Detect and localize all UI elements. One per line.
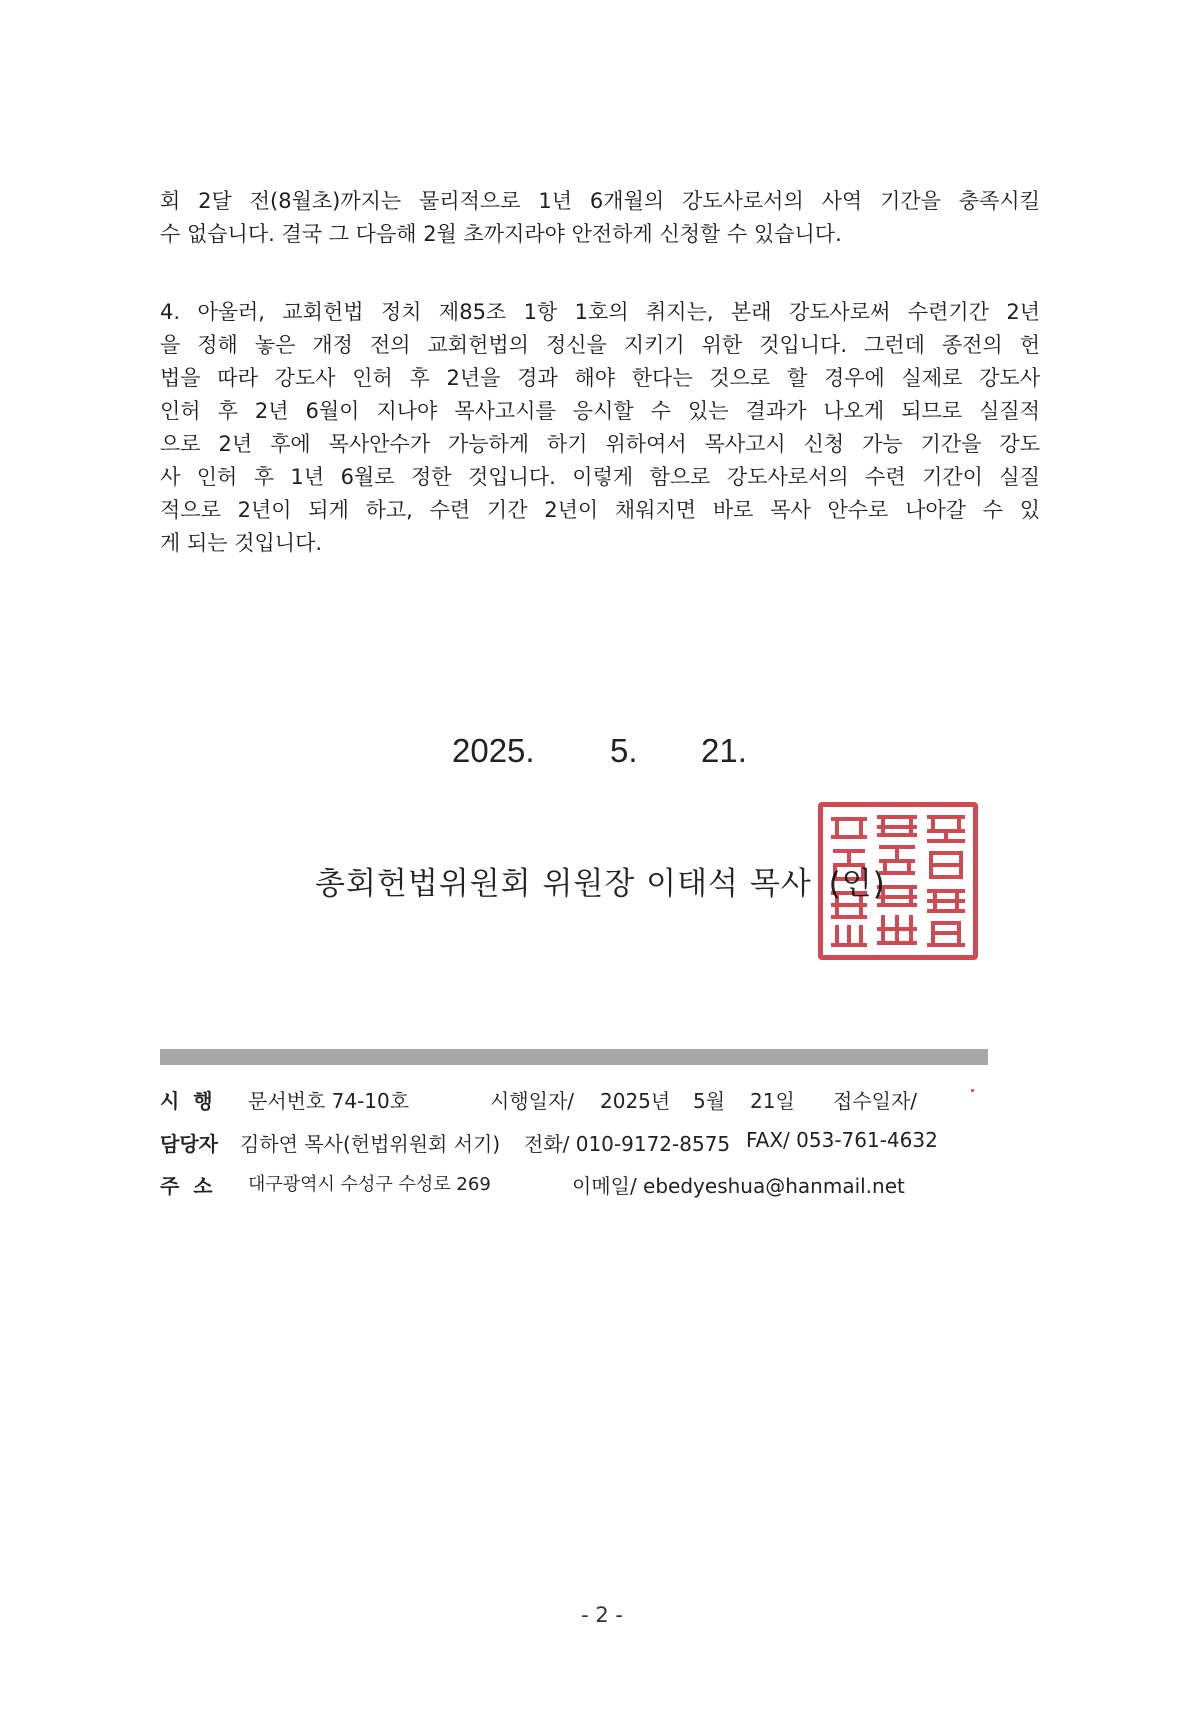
text-line: 으로 2년 후에 목사안수가 가능하게 하기 위하여서 목사고시 신청 가능 기간을 강도 [160, 432, 1040, 456]
received-date-label: 접수일자/ [833, 1089, 918, 1113]
contact-email: 이메일/ ebedyeshua@hanmail.net [572, 1174, 905, 1198]
footer-label-contact: 담당자 [160, 1132, 218, 1156]
text-line: 을 정해 놓은 개정 전의 교회헌법의 정신을 지키기 위한 것입니다. 그런데 종전의 헌 [160, 333, 1040, 357]
effective-date-label: 시행일자/ [490, 1089, 575, 1113]
address: 대구광역시 수성구 수성로 269 [248, 1174, 491, 1195]
official-seal-stamp [818, 802, 978, 960]
contact-phone: 전화/ 010-9172-8575 [524, 1132, 731, 1156]
text-line: 사 인허 후 1년 6월로 정한 것입니다. 이렇게 함으로 강도사로서의 수련 기간이 실질 [160, 465, 1040, 489]
date-year: 2025. [452, 732, 535, 769]
date-month: 5. [610, 732, 638, 769]
text-line: 적으로 2년이 되게 하고, 수련 기간 2년이 채워지면 바로 목사 안수로 나아갈 수 있 [160, 498, 1040, 522]
text-line: 수 없습니다. 결국 그 다음해 2월 초까지라야 안전하게 신청할 수 있습니다. [160, 222, 842, 246]
footer-row-address [160, 1170, 1000, 1196]
date-day: 21. [701, 732, 747, 769]
doc-number: 문서번호 74-10호 [248, 1089, 410, 1113]
text-line: 인허 후 2년 6월이 지나야 목사고시를 응시할 수 있는 결과가 나오게 되므로 실질적 [160, 399, 1040, 423]
effective-month: 5월 [693, 1089, 726, 1113]
paragraph-4 [160, 296, 1040, 560]
footer-row-enforcement [160, 1085, 1000, 1111]
seal-mark: (인) [828, 866, 886, 902]
contact-person: 김하연 목사(헌법위원회 서기) [240, 1132, 501, 1156]
footer-label-enforcement: 시 행 [160, 1089, 213, 1113]
seal-icon [823, 807, 973, 955]
footer-row-contact [160, 1128, 1000, 1154]
contact-fax: FAX/ 053-761-4632 [746, 1128, 938, 1152]
paragraph-continuation [160, 185, 1040, 251]
signature-line [315, 858, 886, 903]
footer-divider-bar [160, 1049, 988, 1065]
signatory: 총회헌법위원회 위원장 이태석 목사 [315, 866, 812, 902]
text-line: 게 되는 것입니다. [160, 531, 323, 555]
text-line: 회 2달 전(8월초)까지는 물리적으로 1년 6개월의 강도사로서의 사역 기간을 충족시킬 [160, 189, 1040, 213]
effective-day: 21일 [750, 1089, 795, 1113]
effective-year: 2025년 [600, 1089, 671, 1113]
text-line: 법을 따라 강도사 인허 후 2년을 경과 해야 한다는 것으로 할 경우에 실제로 강도사 [160, 366, 1040, 390]
page-number: - 2 - [581, 1603, 623, 1627]
footer-label-address: 주 소 [160, 1174, 213, 1198]
text-line: 4. 아울러, 교회헌법 정치 제85조 1항 1호의 취지는, 본래 강도사로써 수련기간 2년 [160, 300, 1040, 324]
